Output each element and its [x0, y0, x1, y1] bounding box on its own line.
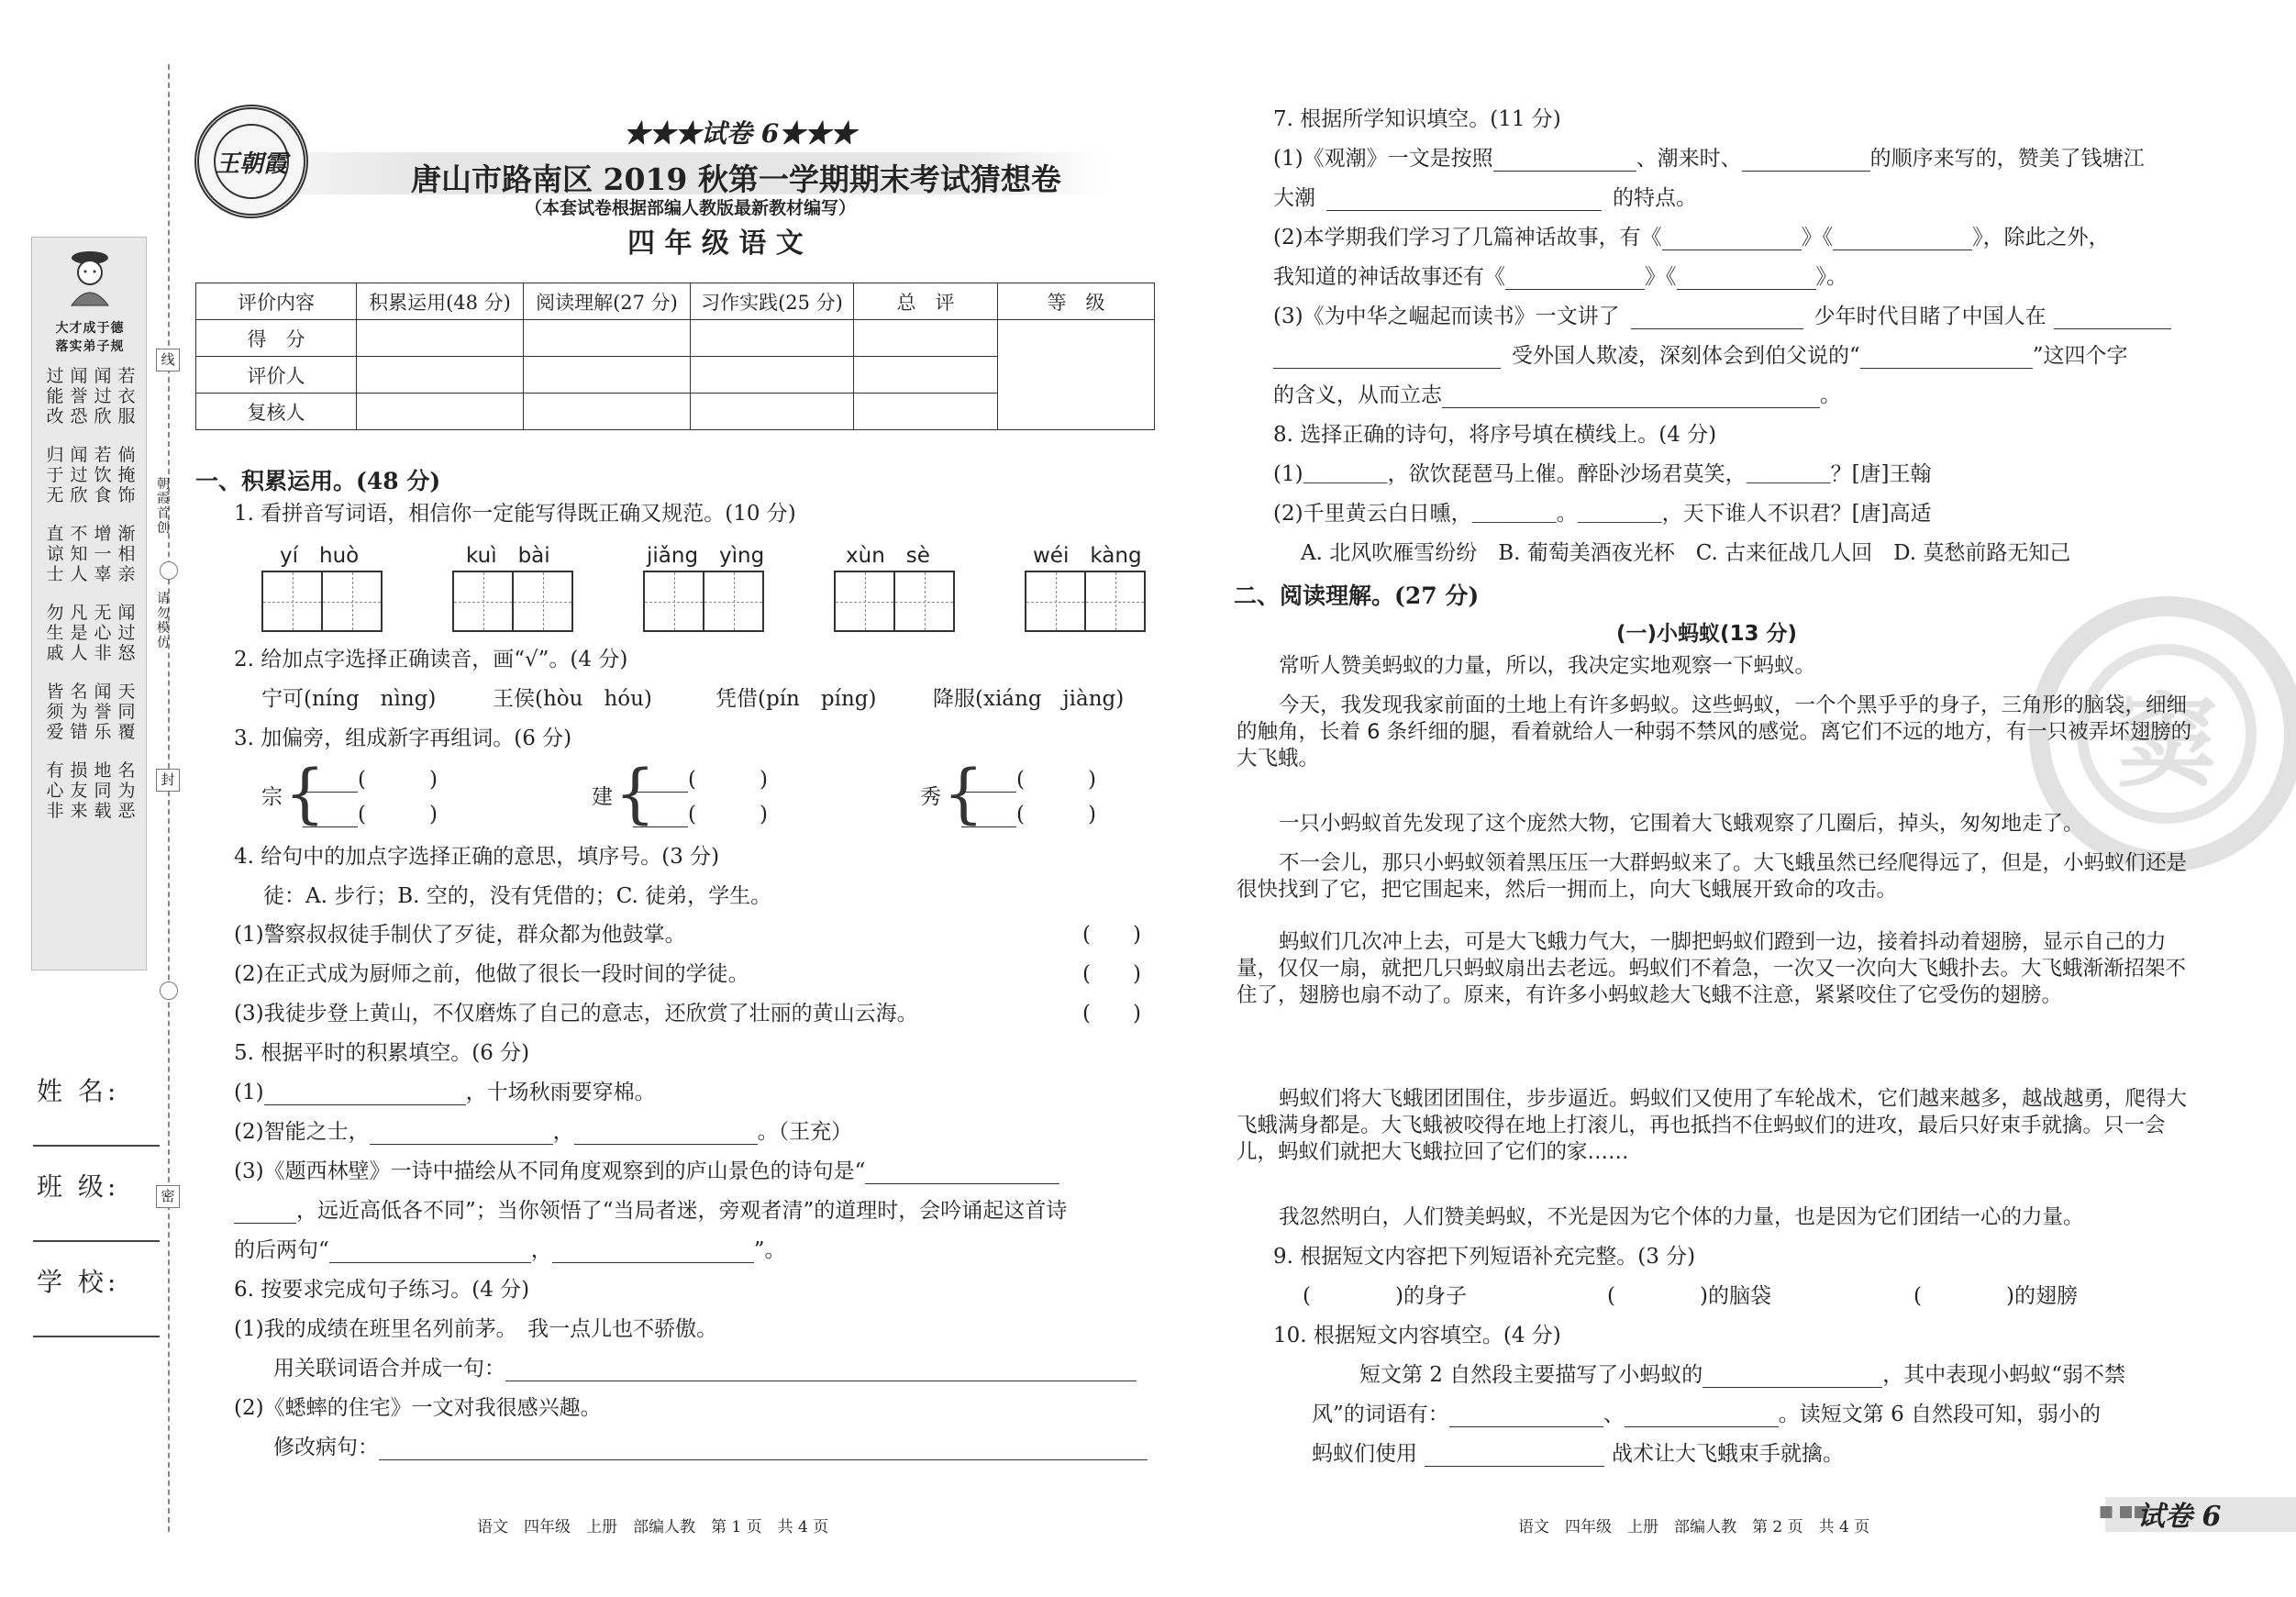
q5-item-3c: 的后两句“ ， ”。	[234, 1238, 786, 1262]
q6-answer-line[interactable]	[505, 1359, 1137, 1381]
q5-blank[interactable]	[865, 1162, 1059, 1184]
writing-box[interactable]	[834, 571, 895, 632]
proverb-column: 名为恶	[117, 760, 136, 821]
score-cell[interactable]	[854, 394, 998, 430]
proverb-column: 有心非	[46, 760, 64, 821]
q7-line-7: 的含义，从而立志 。	[1273, 383, 1841, 407]
q7-blank[interactable]	[1631, 307, 1803, 329]
q2-text: 2. 给加点字选择正确读音，画“√”。(4 分)	[234, 648, 628, 671]
proverb-column: 倘掩饰	[117, 445, 136, 505]
q2-item-4[interactable]: 降服(xiáng jiàng)	[933, 687, 1125, 711]
q7-blank[interactable]	[1273, 347, 1501, 369]
writing-box[interactable]	[261, 571, 323, 632]
q5-item-1: (1) ，十场秋雨要穿棉。	[234, 1081, 656, 1104]
table-header: 积累运用(48 分)	[357, 283, 524, 320]
proverb-column: 凡是人	[70, 603, 88, 663]
q7-blank[interactable]	[1326, 189, 1602, 211]
proverb-column: 闻过欣	[94, 366, 112, 427]
grade-cell[interactable]	[998, 320, 1155, 430]
proverb-column: 直谅士	[46, 524, 64, 584]
proverb-column: 不知人	[70, 524, 88, 584]
q7-line-2: 大潮 的特点。	[1273, 186, 1697, 210]
score-cell[interactable]	[524, 320, 691, 357]
q3-char-1: 宗	[261, 785, 283, 809]
q2-item-3[interactable]: 凭借(pín píng)	[715, 687, 877, 711]
q2-item-1[interactable]: 宁可(níng nìng)	[261, 687, 437, 711]
score-cell[interactable]	[524, 357, 691, 394]
writing-box[interactable]	[1025, 571, 1086, 632]
score-cell[interactable]	[691, 357, 854, 394]
q5-blank[interactable]	[574, 1123, 758, 1145]
proverb-column: 归于无	[46, 445, 64, 505]
footer-right: 语文 四年级 上册 部编人教 第 2 页 共 4 页	[1518, 1518, 1870, 1536]
cut-circle-icon	[160, 561, 178, 580]
q6-item-2: (2)《蟋蟀的住宅》一文对我很感兴趣。	[234, 1396, 602, 1420]
brace-icon: {	[284, 756, 326, 831]
q3-char-3: 秀	[920, 785, 941, 809]
q9-item-3[interactable]: ( )的翅膀	[1913, 1284, 2078, 1308]
class-label: 班 级:	[37, 1171, 120, 1202]
school-label: 学 校:	[37, 1267, 120, 1297]
part1-heading: 一、积累运用。(48 分)	[195, 468, 441, 494]
publisher-logo	[194, 105, 308, 218]
q7-blank[interactable]	[1860, 347, 2033, 369]
q5-blank[interactable]	[370, 1123, 553, 1145]
cut-label-line: 线	[156, 349, 180, 372]
q5-item-3a: (3)《题西林壁》一诗中描绘从不同角度观察到的庐山景色的诗句是“	[234, 1159, 1059, 1184]
q2-item-2[interactable]: 王侯(hòu hóu)	[493, 687, 652, 711]
cut-text-2: 请勿模仿	[157, 592, 170, 650]
q10-line-3: 蚂蚁们使用 战术让大飞蛾束手就擒。	[1312, 1442, 1844, 1466]
q10-blank[interactable]	[1703, 1366, 1882, 1388]
writing-box[interactable]	[321, 571, 383, 632]
story-paragraph: 我忽然明白，人们赞美蚂蚁，不光是因为它个体的力量，也是因为它们团结一心的力量。	[1279, 1205, 2084, 1229]
q10-text: 10. 根据短文内容填空。(4 分)	[1273, 1324, 1561, 1347]
proverb-column: 损友来	[70, 760, 88, 821]
pinyin-5: wéi kàng	[1033, 544, 1142, 568]
writing-box[interactable]	[452, 571, 514, 632]
writing-box[interactable]	[703, 571, 764, 632]
table-header: 评价内容	[196, 283, 357, 320]
cut-text-1: 朝霞首创	[157, 477, 170, 536]
name-field[interactable]	[33, 1145, 160, 1147]
q8-text: 8. 选择正确的诗句，将序号填在横线上。(4 分)	[1273, 423, 1717, 447]
q6-item-1b: 用关联词语合并成一句：	[273, 1356, 1137, 1381]
proverb-column: 皆须爱	[46, 682, 64, 742]
q7-blank[interactable]	[1505, 268, 1645, 290]
q6-item-2b: 修改病句：	[273, 1435, 1148, 1460]
class-field[interactable]	[33, 1240, 160, 1242]
q4-item-2: (2)在正式成为厨师之前，他做了很长一段时间的学徒。	[234, 962, 749, 986]
cut-circle-icon-2	[160, 981, 178, 1000]
q7-blank[interactable]	[1493, 150, 1636, 172]
story-paragraph: 不一会儿，那只小蚂蚁领着黑压压一大群蚂蚁来了。大飞蛾虽然已经爬得远了，但是，小蚂蚁们还是很快找到了它，把它围起来，然后一拥而上，向大飞蛾展开致命的攻击。	[1237, 851, 2188, 902]
proverb-title-2: 落实弟子规	[55, 339, 125, 354]
q6-text: 6. 按要求完成句子练习。(4 分)	[234, 1278, 530, 1302]
q5-blank[interactable]	[329, 1241, 531, 1263]
q7-blank[interactable]	[2054, 307, 2171, 329]
story-title: (一)小蚂蚁(13 分)	[1616, 622, 1798, 646]
table-header: 习作实践(25 分)	[691, 283, 854, 320]
exam-title: 唐山市路南区 2019 秋第一学期期末考试猜想卷	[411, 161, 1061, 197]
q3-blank[interactable]: ( )	[961, 802, 1096, 827]
score-cell[interactable]	[357, 394, 524, 430]
pinyin-3: jiǎng yìng	[647, 544, 765, 568]
pinyin-2: kuì bài	[466, 544, 550, 568]
q7-blank[interactable]	[1662, 228, 1802, 250]
proverb-panel	[31, 237, 147, 970]
q7-blank[interactable]	[1677, 268, 1816, 290]
q7-line-5: (3)《为中华之崛起而读书》一文讲了 少年时代目睹了中国人在	[1273, 304, 2171, 329]
q10-blank[interactable]	[1425, 1445, 1604, 1467]
grade-subject: 四 年 级 语 文	[627, 227, 804, 260]
watermark-seal-text: 窦	[2077, 644, 2257, 824]
school-field[interactable]	[33, 1336, 160, 1337]
q6-item-1: (1)我的成绩在班里名列前茅。 我一点儿也不骄傲。	[234, 1317, 718, 1341]
pinyin-4: xùn sè	[846, 544, 930, 568]
q7-blank[interactable]	[1442, 386, 1820, 408]
q4-answer-2[interactable]: ( )	[1082, 962, 1141, 986]
q5-text: 5. 根据平时的积累填空。(6 分)	[234, 1041, 530, 1065]
q4-item-3: (3)我徒步登上黄山，不仅磨炼了自己的意志，还欣赏了壮丽的黄山云海。	[234, 1002, 918, 1026]
score-table	[195, 283, 1155, 430]
story-paragraph: 一只小蚂蚁首先发现了这个庞然大物，它围着大飞蛾观察了几圈后，掉头，匆匆地走了。	[1279, 812, 2084, 836]
exam-subtitle: （本套试卷根据部编人教版最新教材编写）	[525, 198, 857, 218]
q3-blank[interactable]: ( )	[303, 802, 438, 827]
name-label: 姓 名:	[37, 1076, 120, 1106]
q7-blank[interactable]	[1833, 228, 1972, 250]
q5-item-2: (2)智能之士， ， 。（王充）	[234, 1120, 853, 1144]
q5-blank[interactable]	[552, 1241, 754, 1263]
proverb-title-1: 大才成于德	[55, 321, 125, 336]
story-paragraph: 蚂蚁们几次冲上去，可是大飞蛾力气大，一脚把蚂蚁们蹬到一边，接着抖动着翅膀，显示自己的力量，仅仅一扇，就把几只蚂蚁扇出去老远。蚂蚁们不着急，一次又一次向大飞蛾扑去。大飞蛾渐渐招架不住了，翅膀也扇不动了。原来，有许多小蚂蚁趁大飞蛾不注意，紧紧咬住了它受伤的翅膀。	[1237, 930, 2187, 1007]
q7-line-6: 受外国人欺凌，深刻体会到伯父说的“ ”这四个字	[1273, 343, 2128, 369]
table-header: 总 评	[854, 283, 998, 320]
cartoon-figure-icon	[62, 249, 117, 307]
q10-line-1: 短文第 2 自然段主要描写了小蚂蚁的 ，其中表现小蚂蚁“弱不禁	[1359, 1363, 2126, 1387]
score-cell[interactable]	[854, 320, 998, 357]
cut-label-secret: 密	[156, 1185, 180, 1208]
q8-item-1: (1)＿＿＿＿，欲饮琵琶马上催。醉卧沙场君莫笑，＿＿＿＿？[唐]王翰	[1273, 462, 1932, 486]
story-paragraph: 蚂蚁们将大飞蛾团团围住，步步逼近。蚂蚁们又使用了车轮战术，它们越来越多，越战越勇，爬得大飞蛾满身都是。大飞蛾被咬得在地上打滚儿，再也抵挡不住蚂蚁们的进攻，最后只好束手就擒。只一会儿，蚂蚁们就把大飞蛾拉回了它们的家……	[1237, 1087, 2188, 1164]
part2-heading: 二、阅读理解。(27 分)	[1234, 582, 1480, 609]
q7-line-4: 我知道的神话故事还有《 》《 》。	[1273, 265, 1847, 289]
proverb-column: 闻誉乐	[94, 682, 112, 742]
story-paragraph: 今天，我发现我家前面的土地上有许多蚂蚁。这些蚂蚁，一个个黑乎乎的身子，三角形的脑袋，细细的触角，长着 6 条纤细的腿，看着就给人一种弱不禁风的感觉。离它们不远的地方，有一只被弄坏翅膀的大飞蛾。	[1237, 693, 2192, 771]
proverb-column: 地同载	[94, 760, 112, 821]
footer-left: 语文 四年级 上册 部编人教 第 1 页 共 4 页	[477, 1518, 829, 1536]
q7-line-3: (2)本学期我们学习了几篇神话故事，有《 》《 》，除此之外，	[1273, 226, 2110, 250]
cut-label-seal: 封	[156, 769, 180, 792]
q4-item-1: (1)警察叔叔徒手制伏了歹徒，群众都为他鼓掌。	[234, 923, 686, 947]
proverb-column: 勿生戚	[46, 603, 64, 663]
table-row-label: 得 分	[196, 320, 357, 357]
writing-box[interactable]	[512, 571, 573, 632]
proverb-column: 增一辜	[94, 524, 112, 584]
q7-line-1: (1)《观潮》一文是按照 、潮来时、 的顺序来写的，赞美了钱塘江	[1273, 147, 2145, 171]
pinyin-1: yí huò	[280, 544, 360, 568]
score-cell[interactable]	[357, 320, 524, 357]
q5-blank[interactable]	[234, 1202, 296, 1224]
q3-blank[interactable]: ( )	[633, 802, 768, 827]
q9-text: 9. 根据短文内容把下列短语补充完整。(3 分)	[1273, 1245, 1696, 1269]
q9-item-2[interactable]: ( )的脑袋	[1607, 1284, 1771, 1308]
writing-box[interactable]	[893, 571, 955, 632]
q4-options: 徒：A. 步行；B. 空的，没有凭借的；C. 徒弟，学生。	[263, 884, 772, 908]
q3-char-2: 建	[592, 785, 613, 809]
q5-item-3b: ，远近高低各不同”；当你领悟了“当局者迷，旁观者清”的道理时，会吟诵起这首诗	[234, 1198, 1067, 1224]
writing-box[interactable]	[1084, 571, 1146, 632]
proverb-column: 过能改	[46, 366, 64, 427]
score-cell[interactable]	[524, 394, 691, 430]
proverb-column: 渐相亲	[117, 524, 136, 584]
brace-icon: {	[615, 756, 656, 831]
q4-text: 4. 给句中的加点字选择正确的意思，填序号。(3 分)	[234, 845, 720, 869]
proverb-column: 闻誉恐	[70, 366, 88, 427]
proverb-column: 闻过怒	[117, 603, 136, 663]
q3-blank[interactable]: ( )	[303, 767, 438, 793]
q3-blank[interactable]: ( )	[961, 767, 1096, 793]
proverb-column: 天同覆	[117, 682, 136, 742]
paper-series: ★★★试卷 6★★★	[624, 118, 857, 149]
q10-blank[interactable]	[1449, 1405, 1603, 1427]
corner-paper-label: 试卷 6	[2137, 1501, 2222, 1533]
q9-item-1[interactable]: ( )的身子	[1303, 1284, 1467, 1308]
q5-blank[interactable]	[264, 1083, 466, 1105]
q8-options: A. 北风吹雁雪纷纷 B. 葡萄美酒夜光杯 C. 古来征战几人回 D. 莫愁前路无知己	[1301, 541, 2071, 565]
q1-text: 1. 看拼音写词语，相信你一定能写得既正确又规范。(10 分)	[234, 502, 796, 526]
q7-text: 7. 根据所学知识填空。(11 分)	[1273, 107, 1561, 131]
score-cell[interactable]	[357, 357, 524, 394]
proverb-column: 若饮食	[94, 445, 112, 505]
proverb-column: 若衣服	[117, 366, 136, 427]
logo-text: 王朝霞	[214, 124, 289, 199]
q10-blank[interactable]	[1625, 1405, 1779, 1427]
table-header: 阅读理解(27 分)	[524, 283, 691, 320]
corner-dots-icon: ■ ■■	[2099, 1503, 2148, 1521]
table-row-label: 评价人	[196, 357, 357, 394]
score-cell[interactable]	[854, 357, 998, 394]
score-cell[interactable]	[691, 320, 854, 357]
proverb-column: 名为错	[70, 682, 88, 742]
score-cell[interactable]	[691, 394, 854, 430]
proverb-column: 闻过欣	[70, 445, 88, 505]
proverb-column: 无心非	[94, 603, 112, 663]
cut-line	[168, 64, 170, 1532]
q4-answer-1[interactable]: ( )	[1082, 923, 1141, 947]
q3-text: 3. 加偏旁，组成新字再组词。(6 分)	[234, 726, 572, 750]
q4-answer-3[interactable]: ( )	[1082, 1002, 1141, 1026]
q3-blank[interactable]: ( )	[633, 767, 768, 793]
q7-blank[interactable]	[1742, 150, 1870, 172]
q6-answer-line[interactable]	[379, 1438, 1148, 1460]
table-row-label: 复核人	[196, 394, 357, 430]
brace-icon: {	[943, 756, 984, 831]
q8-item-2: (2)千里黄云白日曛，＿＿＿＿。＿＿＿＿，天下谁人不识君？[唐]高适	[1273, 502, 1932, 526]
writing-box[interactable]	[643, 571, 704, 632]
story-paragraph: 常听人赞美蚂蚁的力量，所以，我决定实地观察一下蚂蚁。	[1279, 654, 1816, 678]
q10-line-2: 风”的词语有： 、 。读短文第 6 自然段可知，弱小的	[1312, 1403, 2102, 1426]
table-header: 等 级	[998, 283, 1155, 320]
